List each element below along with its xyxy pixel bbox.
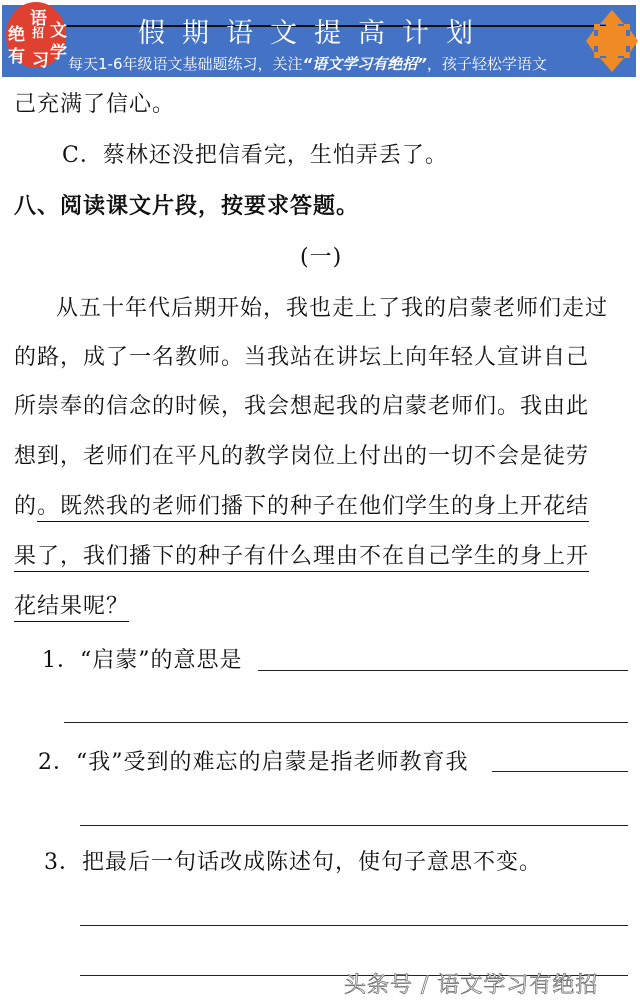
logo-char: 学 [50, 43, 67, 63]
subtitle-brand: “语文学习有绝招” [302, 55, 427, 73]
continued-text: 己充满了信心。 [14, 92, 176, 117]
question-3: 3．把最后一句话改成陈述句，使句子意思不变。 [44, 850, 542, 875]
answer-blank-3a[interactable] [80, 925, 628, 926]
section-heading: 八、阅读课文片段，按要求答题。 [14, 194, 360, 219]
passage-line: 的路，成了一名教师。当我站在讲坛上向年轻人宣讲自己 [14, 345, 590, 370]
option-c: C．蔡林还没把信看完，生怕弄丢了。 [62, 143, 448, 168]
four-way-arrow-icon [584, 8, 640, 74]
logo-char: 有 [8, 47, 25, 67]
underlined-sentence: 。既然我的老师们播下的种子在他们学生的身上开花结 [37, 494, 589, 522]
passage-line: 想到，老师们在平凡的教学岗位上付出的一切不会是徒劳 [14, 444, 590, 469]
header-banner [2, 5, 636, 77]
passage-line [14, 546, 589, 568]
logo-char: 文 [50, 21, 67, 41]
passage-line: 从五十年代后期开始，我也走上了我的启蒙老师们走过 [56, 296, 609, 321]
answer-blank-1b[interactable] [64, 722, 628, 723]
subtitle-suffix: ，孩子轻松学语文 [426, 55, 547, 73]
header-title: 假期语文提高计划 [138, 18, 490, 49]
passage-line [14, 496, 589, 518]
underlined-sentence: 果了，我们播下的种子有什么理由不在自己学生的身上开 [14, 544, 589, 572]
watermark: 头条号 / 语文学习有绝招 [344, 973, 599, 998]
part-label: (一) [300, 245, 343, 270]
answer-blank-2b[interactable] [80, 825, 628, 826]
question-2: 2．“我”受到的难忘的启蒙是指老师教育我 [38, 750, 469, 775]
underlined-sentence: 花结果呢？ [14, 594, 129, 622]
logo-char: 习 [32, 51, 49, 71]
header-subtitle [68, 53, 547, 74]
subtitle-prefix: 每天1-6年级语文基础题练习，关注 [68, 55, 303, 73]
brand-logo-seal [6, 2, 67, 71]
passage-plain-text: 的 [14, 494, 38, 519]
question-1: 1．“启蒙”的意思是 [42, 648, 243, 673]
logo-char: 招 [32, 26, 45, 40]
passage-line [14, 596, 129, 618]
logo-char: 绝 [8, 25, 25, 45]
logo-char: 语 [30, 9, 47, 29]
passage-line: 所崇奉的信念的时候，我会想起我的启蒙老师们。我由此 [14, 394, 590, 419]
answer-blank-1a[interactable] [258, 670, 628, 671]
answer-blank-2a[interactable] [492, 771, 628, 772]
